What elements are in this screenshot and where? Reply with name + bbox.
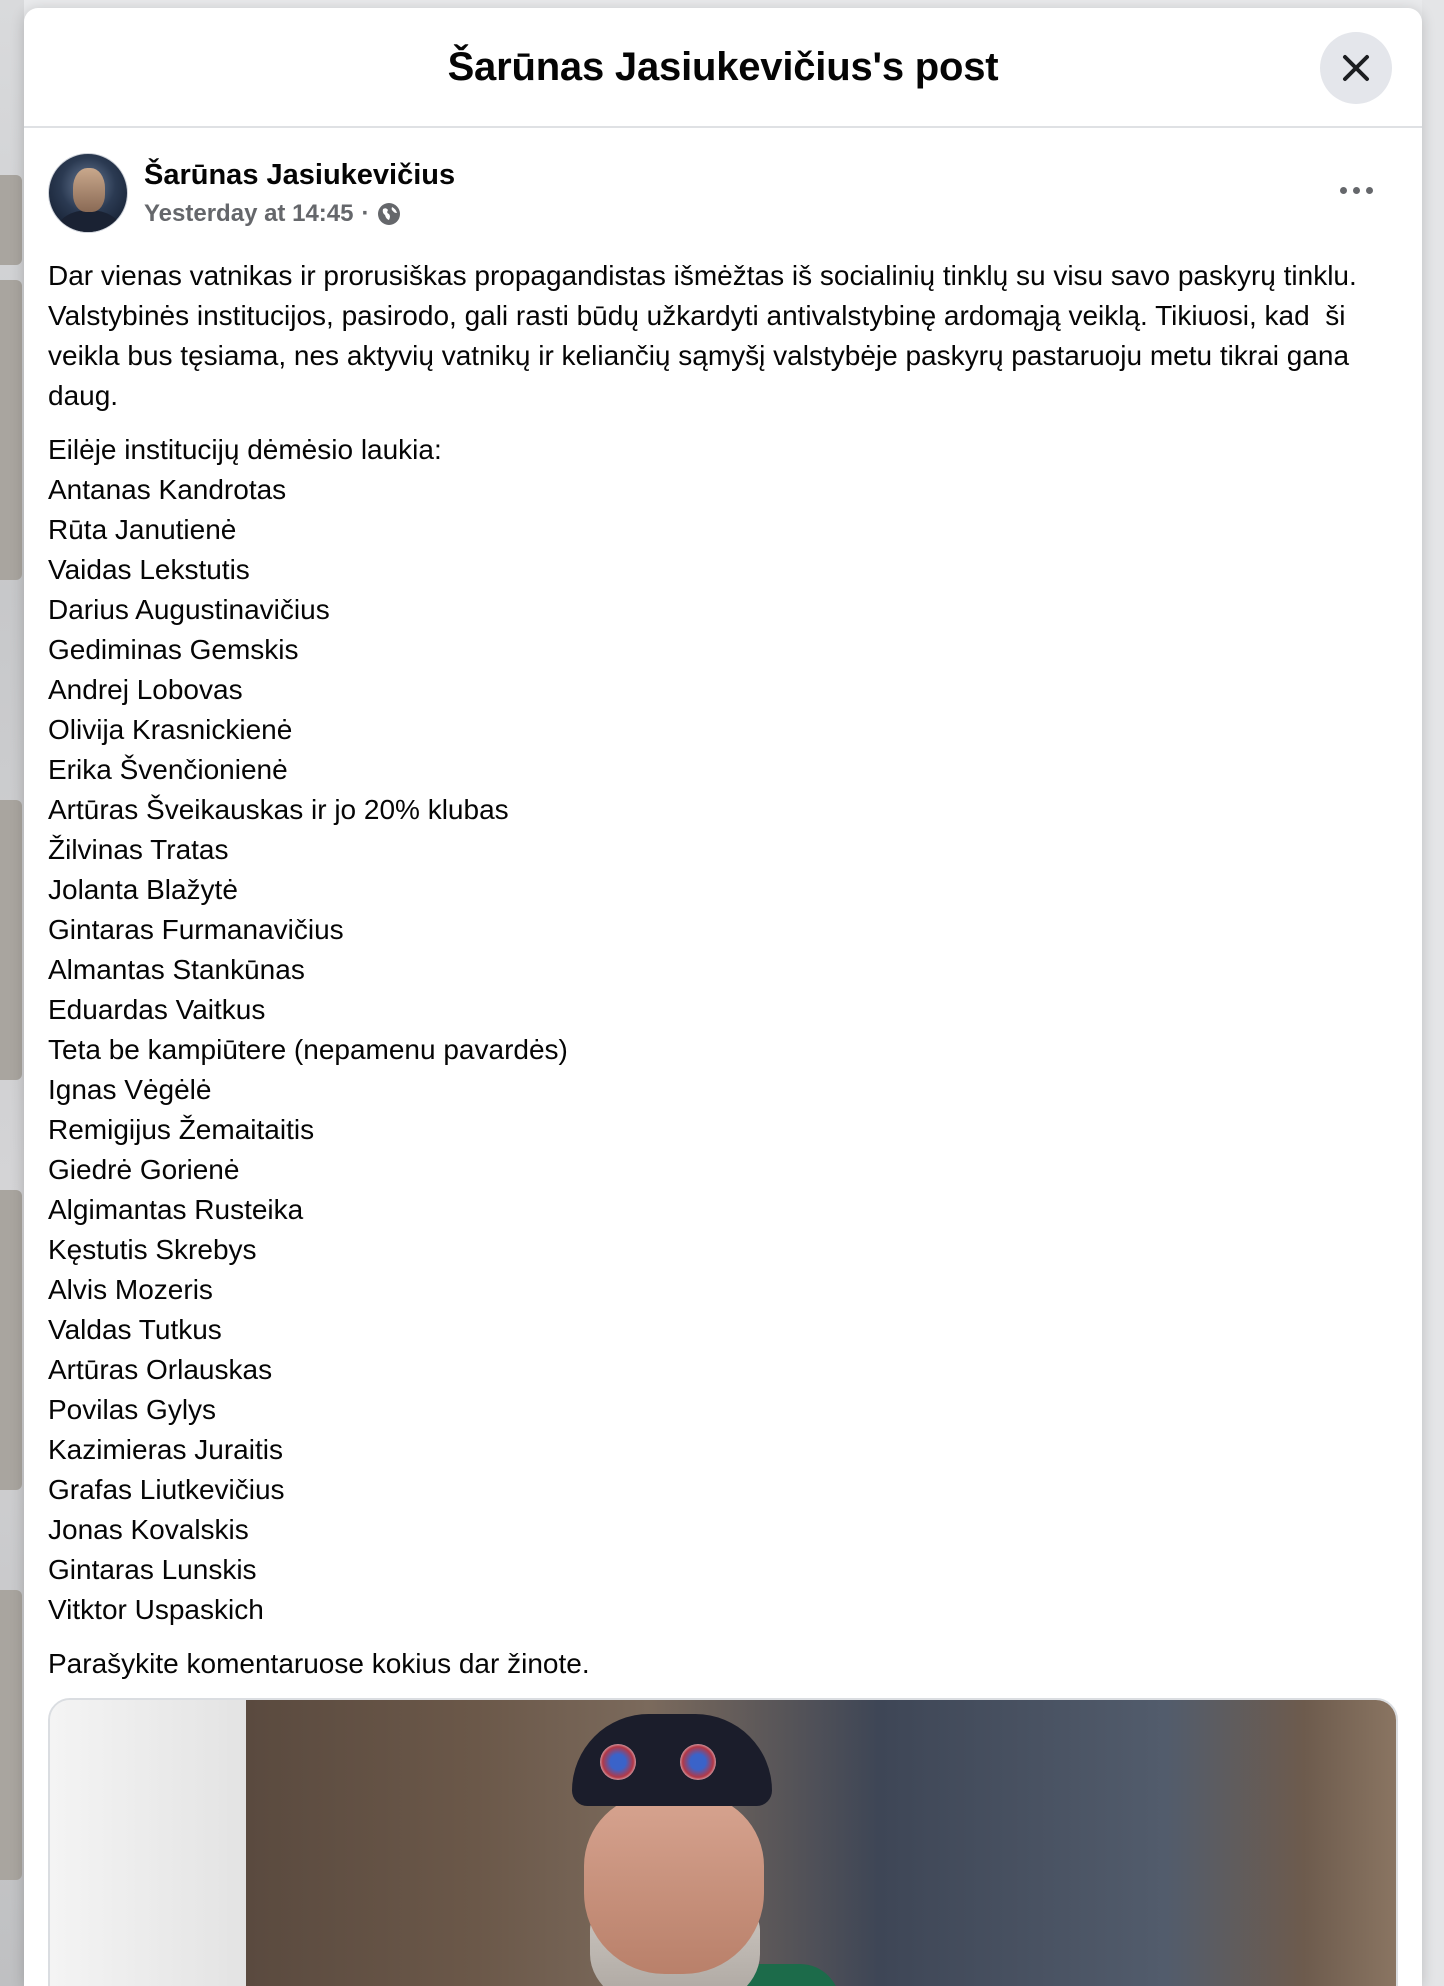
list-item: Darius Augustinavičius [48,594,330,625]
list-item: Eduardas Vaitkus [48,994,266,1025]
list-item: Grafas Liutkevičius [48,1474,285,1505]
close-icon [1341,53,1371,83]
list-item: Artūras Orlauskas [48,1354,273,1385]
list-item: Kazimieras Juraitis [48,1434,283,1465]
post-outro: Parašykite komentaruose kokius dar žinote. [48,1648,590,1679]
post-intro: Dar vienas vatnikas ir prorusiškas propagandistas išmėžtas iš socialinių tinklų su visu savo paskyrų tinklu. Valstybinės institucijos, pasirodo, gali rasti būdų užkardyti antivalstybinę ardomąją veiklą. Tikiuosi, kad ši veikla bus tęsiama, nes aktyvių vatnikų ir keliančių sąmyšį valstybėje paskyrų pastaruoju metu tikrai gana daug. [48,260,1365,411]
list-item: Antanas Kandrotas [48,474,287,505]
list-item: Vitktor Uspaskich [48,1594,264,1625]
close-button[interactable] [1320,32,1392,104]
post-text [48,256,1408,1684]
meta-separator: · [361,199,370,227]
avatar[interactable] [48,153,128,233]
list-item: Remigijus Žemaitaitis [48,1114,315,1145]
list-item: Algimantas Rusteika [48,1194,304,1225]
list-item: Gintaras Furmanavičius [48,914,344,945]
list-item: Gediminas Gemskis [48,634,299,665]
post [24,128,1422,1986]
list-item: Erika Švenčionienė [48,754,288,785]
list-item: Teta be kampiūtere (nepamenu pavardės) [48,1034,568,1065]
more-horizontal-icon [1340,187,1347,194]
list-item: Andrej Lobovas [48,674,243,705]
list-item: Valdas Tutkus [48,1314,222,1345]
background-thumbnail [0,280,22,580]
list-item: Giedrė Gorienė [48,1154,240,1185]
list-heading: Eilėje institucijų dėmėsio laukia: [48,434,442,465]
post-header [48,152,1398,234]
background-thumbnail [0,1190,22,1490]
list-item: Kęstutis Skrebys [48,1234,257,1265]
dialog-title: Šarūnas Jasiukevičius's post [447,44,999,89]
background-thumbnail [0,800,22,1080]
list-item: Alvis Mozeris [48,1274,213,1305]
list-item: Jonas Kovalskis [48,1514,249,1545]
post-photo[interactable] [48,1698,1398,1986]
post-timestamp[interactable]: Yesterday at 14:45 [144,199,354,227]
list-item: Ignas Vėgėlė [48,1074,212,1105]
list-item: Olivija Krasnickienė [48,714,293,745]
names-list [48,470,1408,1630]
globe-icon[interactable] [377,202,401,226]
list-item: Artūras Šveikauskas ir jo 20% klubas [48,794,509,825]
list-item: Jolanta Blažytė [48,874,238,905]
list-item: Žilvinas Tratas [48,834,229,865]
background-thumbnail [0,1590,22,1880]
background-right-column [1422,0,1444,1986]
post-meta [144,200,455,228]
post-dialog [24,8,1422,1986]
background-thumbnail [0,175,22,265]
dialog-header [24,8,1422,128]
list-item: Rūta Janutienė [48,514,237,545]
list-item: Vaidas Lekstutis [48,554,250,585]
photo-subject [540,1714,840,1986]
list-item: Gintaras Lunskis [48,1554,257,1585]
more-options-button[interactable] [1328,172,1384,208]
list-item: Almantas Stankūnas [48,954,305,985]
list-item: Povilas Gylys [48,1394,217,1425]
author-name[interactable]: Šarūnas Jasiukevičius [144,158,456,191]
